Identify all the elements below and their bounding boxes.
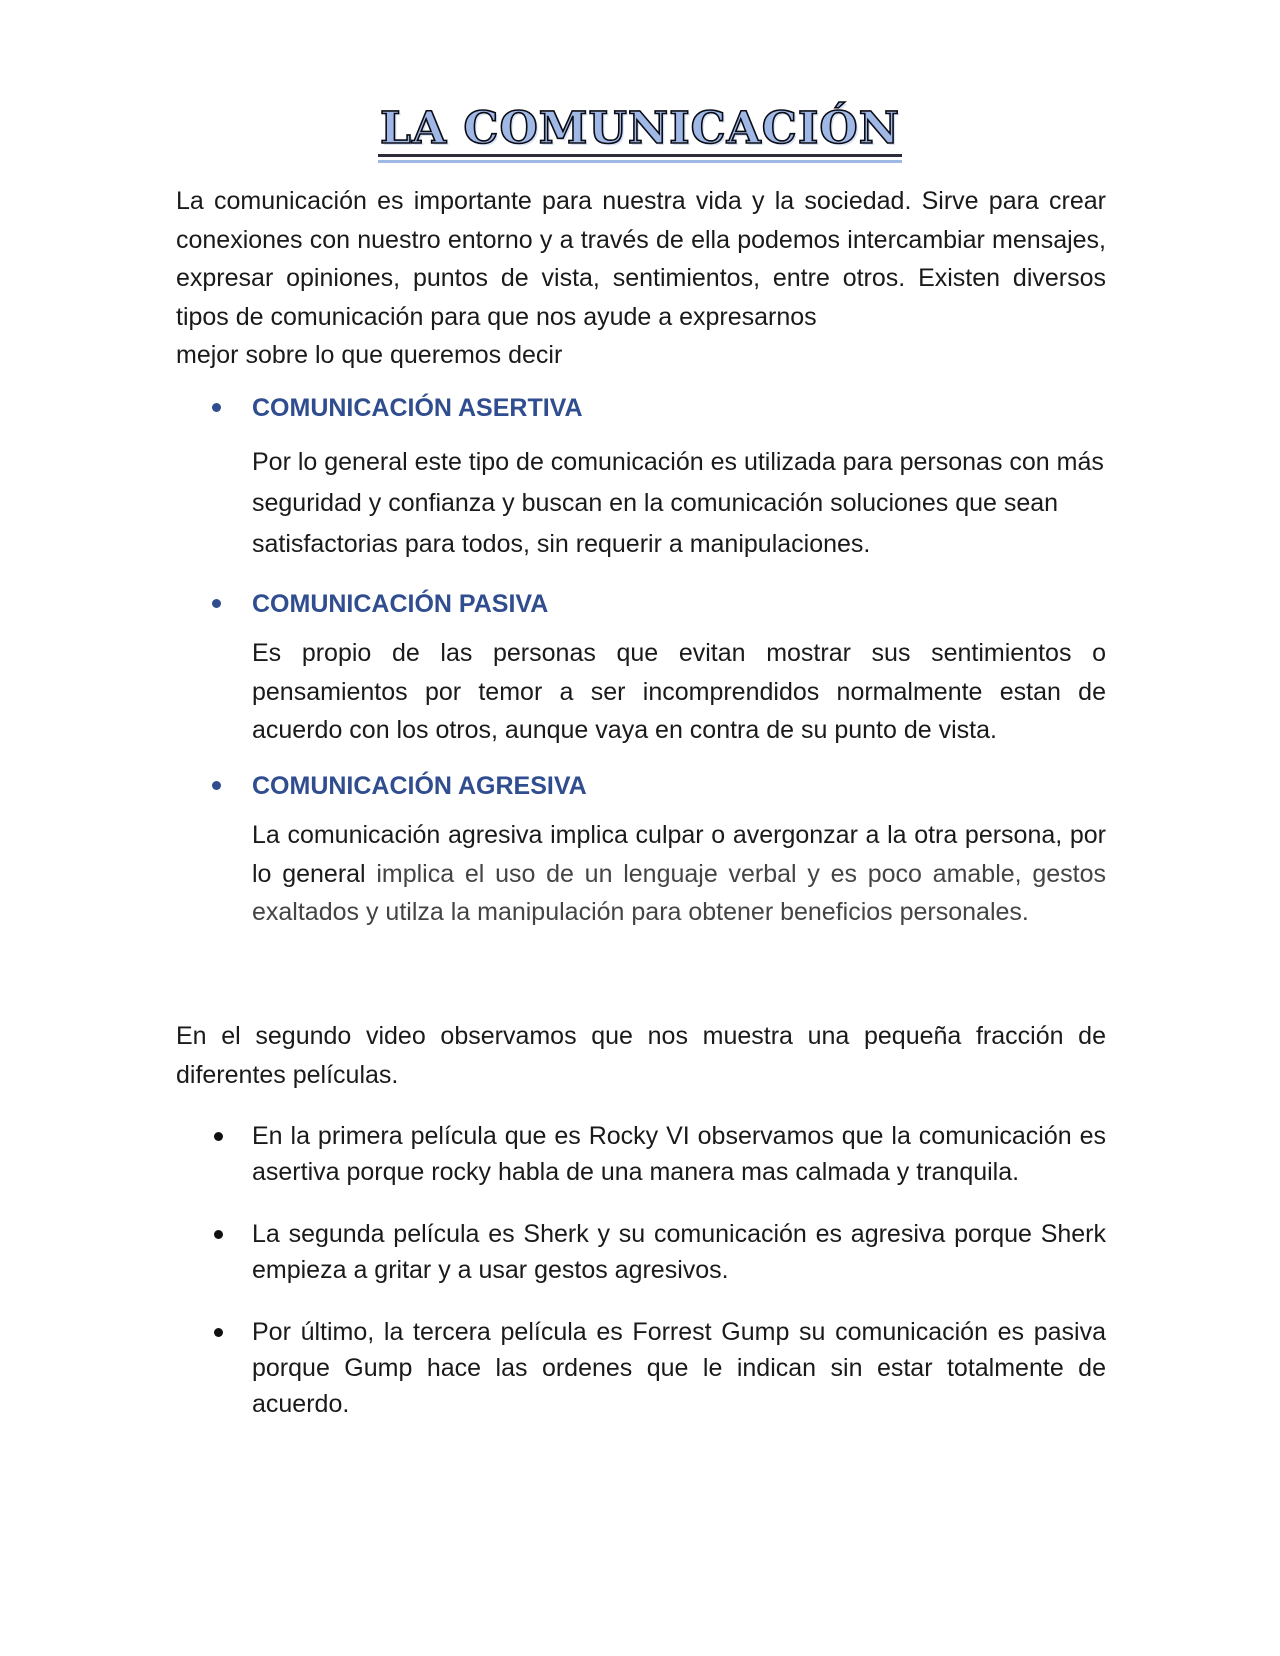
bullet-icon	[214, 1230, 223, 1239]
list-item	[176, 1216, 1106, 1288]
type-title: COMUNICACIÓN PASIVA	[252, 590, 549, 618]
list-item-text: En la primera película que es Rocky VI observamos que la comunicación es asertiva porque rocky habla de una manera mas calmada y tranquila.	[252, 1122, 1106, 1186]
intro-text: La comunicación es importante para nuestra vida y la sociedad. Sirve para crear conexiones con nuestro entorno y a través de ella podemos intercambiar mensajes, expresar opiniones, puntos de vista, sentimientos, entre otros. Existen diversos tipos de comunicación para que nos ayude a expresarnos	[176, 187, 1106, 331]
second-video-paragraph	[176, 1017, 1106, 1094]
title-container	[0, 104, 1280, 157]
type-title: COMUNICACIÓN AGRESIVA	[252, 772, 587, 800]
bullet-icon	[214, 1328, 223, 1337]
type-heading	[176, 390, 1106, 426]
type-heading	[176, 586, 1106, 622]
type-description-part2: implica el uso de un lenguaje verbal y es poco amable, gestos exaltados y utilza la manipulación para obtener beneficios personales.	[252, 859, 1106, 926]
type-description: Es propio de las personas que evitan mostrar sus sentimientos o pensamientos por temor a ser incomprendidos normalmente estan de acuerdo con los otros, aunque vaya en contra de su punto de vista.	[252, 639, 1106, 744]
type-heading	[176, 768, 1106, 804]
list-item	[176, 1118, 1106, 1190]
film-list	[176, 1118, 1106, 1448]
bullet-icon	[214, 1132, 223, 1141]
type-description-part1: La comunicación agresiva implica culpar o avergonzar a la otra persona, por lo general	[252, 821, 1106, 888]
bullet-icon	[212, 599, 221, 608]
type-item-asertiva	[176, 390, 1106, 590]
bullet-icon	[212, 781, 221, 790]
second-video-text: En el segundo video observamos que nos muestra una pequeña fracción de diferentes películas.	[176, 1022, 1106, 1089]
intro-paragraph	[176, 182, 1106, 375]
bullet-icon	[212, 403, 221, 412]
type-description: Por lo general este tipo de comunicación es utilizada para personas con más seguridad y confianza y buscan en la comunicación soluciones que sean satisfactorias para todos, sin requerir a manipulaciones.	[252, 448, 1104, 558]
list-item-text: Por último, la tercera película es Forrest Gump su comunicación es pasiva porque Gump hace las ordenes que le indican sin estar totalmente de acuerdo.	[252, 1318, 1106, 1418]
type-title: COMUNICACIÓN ASERTIVA	[252, 394, 583, 422]
type-description	[252, 816, 1106, 932]
intro-text-last-line: mejor sobre lo que queremos decir	[176, 341, 563, 369]
list-item	[176, 1314, 1106, 1422]
type-item-agresiva	[176, 768, 1106, 957]
type-item-pasiva	[176, 586, 1106, 775]
page-title: LA COMUNICACIÓN	[378, 104, 902, 157]
list-item-text: La segunda película es Sherk y su comunicación es agresiva porque Sherk empieza a gritar y a usar gestos agresivos.	[252, 1220, 1106, 1284]
